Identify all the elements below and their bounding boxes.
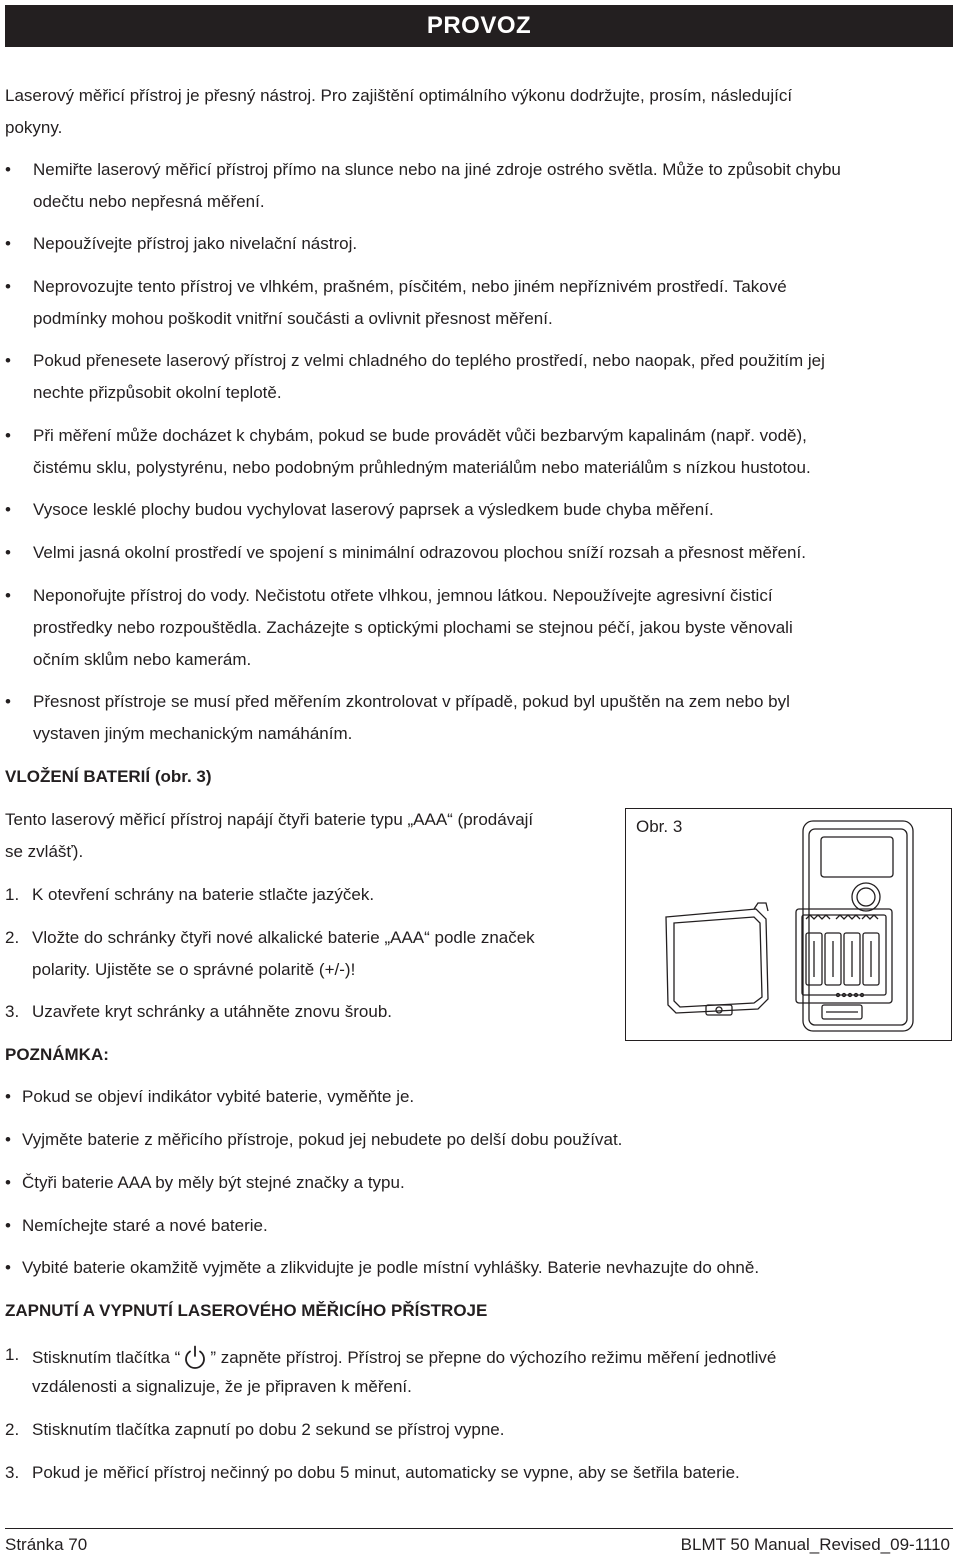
power-step-1-line-2: vzdálenosti a signalizuje, že je připraven k měření. [32, 1377, 412, 1396]
bullet-9-line-1: Přesnost přístroje se musí před měřením zkontrolovat v případě, pokud byl upuštěn na zem nebo byl [33, 692, 790, 711]
battery-step-2-line-1: Vložte do schránky čtyři nové alkalické baterie „AAA“ podle značek [32, 928, 535, 947]
bullet-8-line-2: prostředky nebo rozpouštědla. Zacházejte s optickými plochami se stejnou péčí, jakou byste věnovali [33, 618, 793, 637]
step-number: 1. [5, 885, 20, 904]
bullet-dot: • [5, 1087, 11, 1106]
bullet-8-line-1: Neponořujte přístroj do vody. Nečistotu otřete vlhkou, jemnou látkou. Nepoužívejte agresivní čisticí [33, 586, 773, 605]
footer-rule [5, 1528, 953, 1529]
bullet-dot: • [5, 160, 11, 179]
bullet-dot: • [5, 1130, 11, 1149]
bullet-dot: • [5, 1258, 11, 1277]
battery-step-1: K otevření schrány na baterie stlačte jazýček. [32, 885, 375, 904]
step-number: 3. [5, 1463, 20, 1482]
battery-figure [625, 808, 952, 1041]
bullet-dot: • [5, 426, 11, 445]
bullet-dot: • [5, 500, 11, 519]
power-step-1-text-after: ” zapněte přístroj. Přístroj se přepne do výchozího režimu měření jednotlivé [210, 1348, 777, 1367]
bullet-dot: • [5, 1216, 11, 1235]
bullet-7-line-1: Velmi jasná okolní prostředí ve spojení s minimální odrazovou plochou sníží rozsah a přesnost měření. [33, 543, 806, 562]
intro-line-1: Laserový měřicí přístroj je přesný nástroj. Pro zajištění optimálního výkonu dodržujte, prosím, následující [5, 86, 793, 105]
note-item-2: Vyjměte baterie z měřicího přístroje, pokud jej nebudete po delší dobu používat. [22, 1130, 623, 1149]
battery-step-3: Uzavřete kryt schránky a utáhněte znovu šroub. [32, 1002, 393, 1021]
bullet-5-line-1: Při měření může docházet k chybám, pokud se bude provádět vůči bezbarvým kapalinám (např. vodě), [33, 426, 807, 445]
figure-label: Obr. 3 [636, 817, 683, 836]
bullet-dot: • [5, 351, 11, 370]
bullet-3-line-2: podmínky mohou poškodit vnitřní součásti a ovlivnit přesnost měření. [33, 309, 553, 328]
section-header-bar [5, 5, 953, 47]
bullet-3-line-1: Neprovozujte tento přístroj ve vlhkém, prašném, písčitém, nebo jiném nepříznivém prostředí. Takové [33, 277, 787, 296]
bullet-6-line-1: Vysoce lesklé plochy budou vychylovat laserový paprsek a výsledkem bude chyba měření. [33, 500, 714, 519]
bullet-dot: • [5, 692, 11, 711]
document-id: BLMT 50 Manual_Revised_09-1110 [680, 1535, 950, 1554]
bullet-1-line-2: odečtu nebo nepřesná měření. [33, 192, 265, 211]
power-step-1-line-1 [32, 1345, 776, 1369]
step-number: 2. [5, 928, 20, 947]
battery-step-2-line-2: polarity. Ujistěte se o správné polaritě (+/-)! [32, 960, 356, 979]
bullet-4-line-1: Pokud přenesete laserový přístroj z velmi chladného do teplého prostředí, nebo naopak, před použitím jej [33, 351, 825, 370]
bullet-2-line-1: Nepoužívejte přístroj jako nivelační nástroj. [33, 234, 358, 253]
bullet-dot: • [5, 543, 11, 562]
bullet-5-line-2: čistému sklu, polystyrénu, nebo podobným průhledným materiálům nebo materiálům s nízkou hustotou. [33, 458, 811, 477]
note-item-3: Čtyři baterie AAA by měly být stejné značky a typu. [22, 1173, 405, 1192]
note-item-1: Pokud se objeví indikátor vybité baterie, vyměňte je. [22, 1087, 415, 1106]
bullet-dot: • [5, 1173, 11, 1192]
step-number: 3. [5, 1002, 20, 1021]
note-heading: POZNÁMKA: [5, 1045, 109, 1064]
power-step-2: Stisknutím tlačítka zapnutí po dobu 2 sekund se přístroj vypne. [32, 1420, 505, 1439]
page-number: Stránka 70 [5, 1535, 88, 1554]
bullet-1-line-1: Nemiřte laserový měřicí přístroj přímo na slunce nebo na jiné zdroje ostrého světla. Může to způsobit chybu [33, 160, 841, 179]
bullet-8-line-3: očním sklům nebo kamerám. [33, 650, 252, 669]
power-step-1-text-before: Stisknutím tlačítka “ [32, 1348, 181, 1367]
battery-intro-line-2: se zvlášť). [5, 842, 84, 861]
bullet-dot: • [5, 586, 11, 605]
bullet-dot: • [5, 277, 11, 296]
bullet-4-line-2: nechte přizpůsobit okolní teplotě. [33, 383, 282, 402]
intro-line-2: pokyny. [5, 118, 63, 137]
section-title: PROVOZ [426, 12, 532, 39]
bullet-9-line-2: vystaven jiným mechanickým namáháním. [33, 724, 353, 743]
step-number: 2. [5, 1420, 20, 1439]
step-number: 1. [5, 1345, 20, 1364]
note-item-4: Nemíchejte staré a nové baterie. [22, 1216, 268, 1235]
power-icon [180, 1345, 210, 1369]
bullet-dot: • [5, 234, 11, 253]
battery-heading: VLOŽENÍ BATERIÍ (obr. 3) [5, 767, 212, 786]
power-heading: ZAPNUTÍ A VYPNUTÍ LASEROVÉHO MĚŘICÍHO PŘÍSTROJE [5, 1301, 488, 1320]
battery-intro-line-1: Tento laserový měřicí přístroj napájí čtyři baterie typu „AAA“ (prodávají [5, 810, 534, 829]
battery-compartment-illustration [626, 809, 951, 1040]
power-step-3: Pokud je měřicí přístroj nečinný po dobu 5 minut, automaticky se vypne, aby se šetřila baterie. [32, 1463, 740, 1482]
note-item-5: Vybité baterie okamžitě vyjměte a zlikvidujte je podle místní vyhlášky. Baterie nevhazujte do ohně. [22, 1258, 760, 1277]
